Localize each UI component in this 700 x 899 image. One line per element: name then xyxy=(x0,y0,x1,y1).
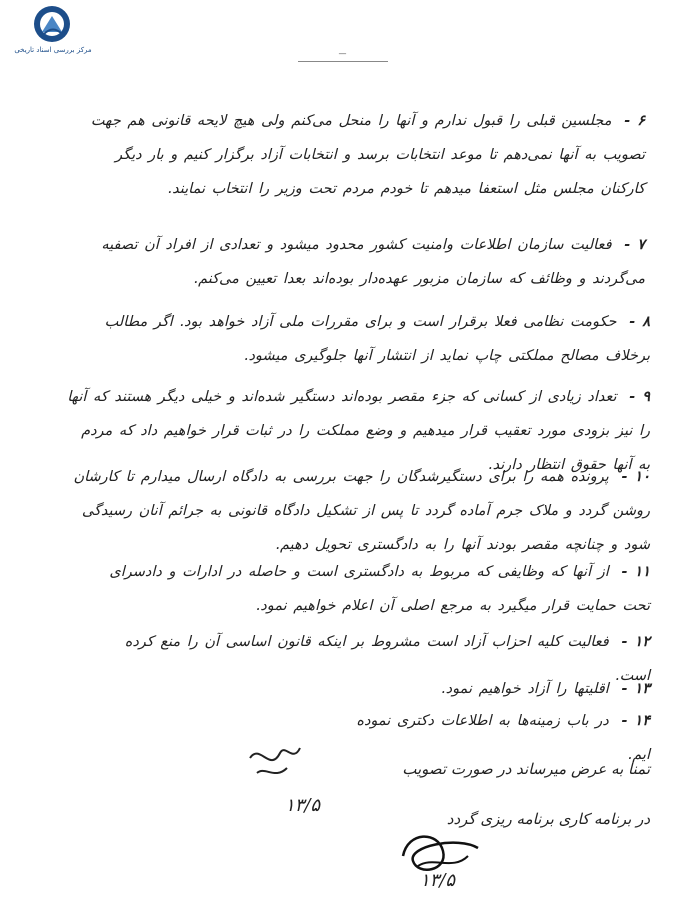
list-item xyxy=(95,555,650,623)
item-number: ۱۰ - xyxy=(621,468,650,485)
list-item xyxy=(65,228,645,296)
item-number: ۶ - xyxy=(624,112,645,129)
list-item xyxy=(70,104,645,206)
archive-emblem-icon xyxy=(32,4,72,44)
item-number: ۱۳ - xyxy=(621,680,650,697)
item-text: در باب زمینه‌ها به اطلاعات دکتری نموده ایم. xyxy=(356,713,650,763)
item-text: فعالیت کلیه احزاب آزاد است مشروط بر اینکه قانون اساسی آن را منع کرده است. xyxy=(124,634,650,684)
item-number: ۸ - xyxy=(629,313,650,330)
closing-line-2: در برنامه کاری برنامه ریزی گردد xyxy=(446,810,650,828)
list-item xyxy=(65,305,650,373)
item-text: حکومت نظامی فعلا برقرار است و برای مقررات ملی آزاد خواهد بود. اگر مطالب برخلاف مصالح مملکتی چاپ نماید از انتشار آنها جلوگیری میشود. xyxy=(104,314,650,364)
item-text: اقلیتها را آزاد خواهیم نمود. xyxy=(441,681,609,697)
item-text: تعداد زیادی از کسانی که جزء مقصر بوده‌اند دستگیر شده‌اند و خیلی دیگر هستند که آنها را نیز بزودی مورد تعقیب قرار میدهیم و وضع مملکت را در ثبات قرار خواهیم داد که مردم به آنها حقوق انتظار دارند. xyxy=(67,389,650,473)
logo-caption: مرکز بررسی اسناد تاریخی xyxy=(14,46,92,54)
archive-logo xyxy=(8,4,92,58)
date-right: ۱۳/۵ xyxy=(420,870,456,891)
item-text: پرونده همه را برای دستگیرشدگان را جهت بررسی به دادگاه ارسال میدارم تا کارشان روشن گردد و ملاک جرم آماده گردد تا پس از تشکیل دادگاه قانونی به جرائم آنان رسیدگی شود و چنانچه مقصر بودند آنها را به دادگستری تحویل دهیم. xyxy=(73,469,650,553)
closing-line-1: تمنا به عرض میرساند در صورت تصویب xyxy=(402,760,650,778)
item-text: از آنها که وظایفی که مربوط به دادگستری است و حاصله در ادارات و دادسرای تحت حمایت قرار میگیرد به مرجع اصلی آن اعلام خواهیم نمود. xyxy=(109,564,650,614)
item-text: مجلسین قبلی را قبول ندارم و آنها را منحل می‌کنم ولی هیچ لایحه قانونی هم جهت تصویب به آنها نمی‌دهم تا موعد انتخابات برسد و انتخابات آزاد برگزار کنیم و بار دیگر کارکنان مجلس مثل استعفا میدهم تا خودم مردم تحت وزیر را انتخاب نمایند. xyxy=(90,113,645,197)
item-number: ۹ - xyxy=(629,388,650,405)
item-number: ۱۱ - xyxy=(621,563,650,580)
date-left: ۱۳/۵ xyxy=(285,795,321,816)
list-item xyxy=(65,460,650,562)
initials-signature xyxy=(245,738,305,788)
list-item xyxy=(300,672,650,706)
item-number: ۷ - xyxy=(624,236,645,253)
document-header: — xyxy=(298,49,388,62)
item-text: فعالیت سازمان اطلاعات وامنیت کشور محدود میشود و تعدادی از افراد آن تصفیه می‌گردند و وظائف که سازمان مزبور عهده‌دار بوده‌اند بعدا تعیین می‌کنم. xyxy=(101,237,645,287)
item-number: ۱۲ - xyxy=(621,633,650,650)
item-number: ۱۴ - xyxy=(621,712,650,729)
